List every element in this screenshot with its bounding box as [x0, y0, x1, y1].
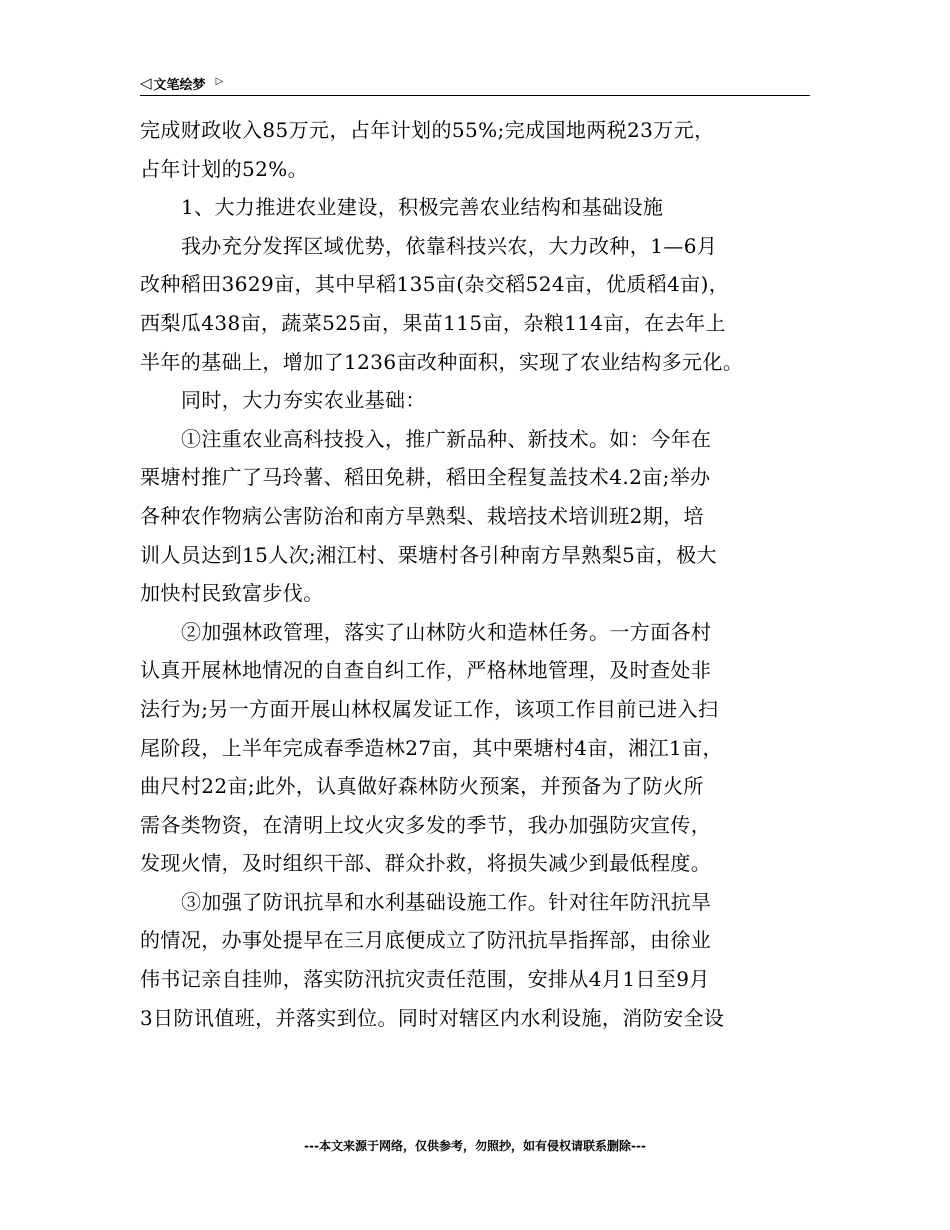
text-line: 法行为;另一方面开展山林权属发证工作，该项工作目前已进入扫	[140, 696, 719, 721]
text-line: 改种稻田3629亩，其中早稻135亩(杂交稻524亩，优质稻4亩)，	[140, 272, 730, 297]
text-line: 各种农作物病公害防治和南方旱熟梨、栽培技术培训班2期，培	[140, 503, 704, 528]
header-title: 文笔绘梦	[153, 77, 206, 93]
text-line: ①注重农业高科技投入，推广新品种、新技术。如：今年在	[181, 426, 712, 451]
text-line: 栗塘村推广了马玲薯、稻田免耕，稻田全程复盖技术4.2亩;举办	[140, 465, 711, 490]
page-header	[140, 72, 810, 94]
text-line: 需各类物资，在清明上坟火灾多发的季节，我办加强防灾宣传，	[140, 812, 712, 837]
right-triangle-icon: ▷	[215, 75, 224, 87]
document-body	[140, 111, 815, 1037]
text-line: 认真开展林地情况的自查自纠工作，严格林地管理，及时查处非	[140, 658, 712, 683]
text-line: 我办充分发挥区域优势，依靠科技兴农，大力改种，1—6月	[181, 233, 718, 258]
section-heading: 1、大力推进农业建设，积极完善农业结构和基础设施	[181, 195, 664, 220]
footer-notice: ---本文来源于网络，仅供参考，勿照抄，如有侵权请联系删除---	[304, 1139, 646, 1153]
header-divider	[140, 95, 810, 96]
text-line: 半年的基础上，增加了1236亩改种面积，实现了农业结构多元化。	[140, 349, 744, 374]
text-line: 伟书记亲自挂帅，落实防汛抗灾责任范围，安排从4月1日至9月	[140, 967, 710, 992]
text-line: 发现火情，及时组织干部、群众扑救，将损失减少到最低程度。	[140, 851, 712, 876]
text-line: 同时，大力夯实农业基础：	[181, 388, 426, 413]
text-line: 完成财政收入85万元，占年计划的55%;完成国地两税23万元，	[140, 118, 715, 142]
text-line: 3日防讯值班，并落实到位。同时对辖区内水利设施，消防安全设	[140, 1005, 725, 1030]
text-line: 的情况，办事处提早在三月底便成立了防汛抗旱指挥部，由徐业	[140, 928, 712, 953]
text-line: 西梨瓜438亩，蔬菜525亩，果苗115亩，杂粮114亩，在去年上	[140, 310, 726, 335]
text-line: 占年计划的52%。	[140, 156, 309, 181]
text-line: 训人员达到15人次;湘江村、栗塘村各引种南方旱熟梨5亩，极大	[140, 542, 717, 567]
text-line: 曲尺村22亩;此外，认真做好森林防火预案，并预备为了防火所	[140, 774, 704, 799]
text-line: ②加强林政管理，落实了山林防火和造林任务。一方面各村	[181, 619, 712, 644]
left-triangle-icon: ◁	[140, 74, 152, 92]
text-line: 尾阶段，上半年完成春季造林27亩，其中栗塘村4亩，湘江1亩，	[140, 735, 723, 760]
text-line: 加快村民致富步伐。	[140, 581, 324, 606]
text-line: ③加强了防讯抗旱和水利基础设施工作。针对往年防汛抗旱	[181, 889, 712, 914]
